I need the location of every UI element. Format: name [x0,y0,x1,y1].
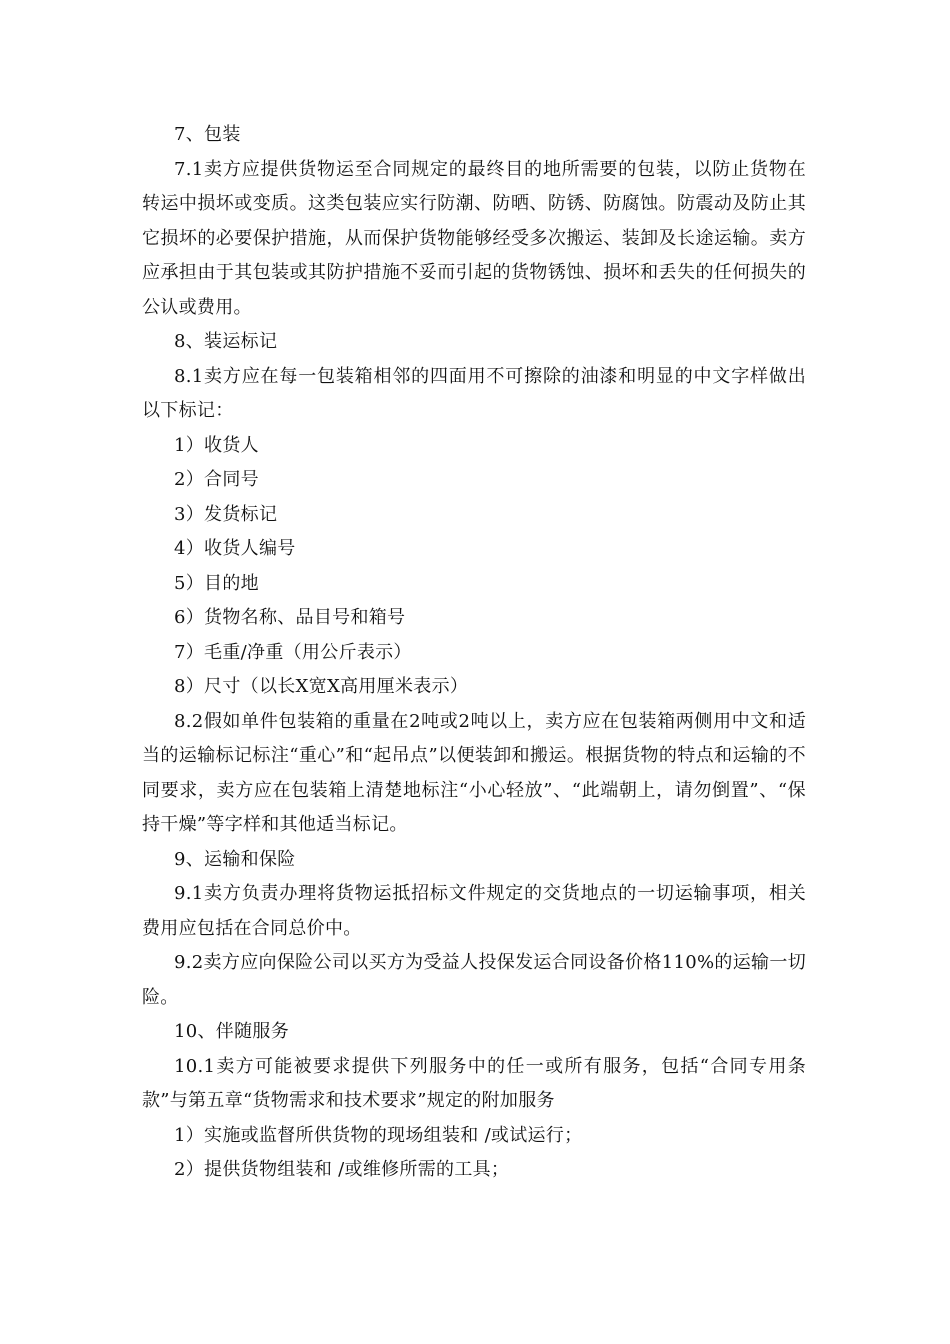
list-item-tools: 2）提供货物组装和 /或维修所需的工具； [174,1159,510,1180]
list-item-destination: 5）目的地 [174,572,259,594]
list-item-consignee-code: 4）收货人编号 [174,538,296,559]
section-heading-transport-insurance: 9、运输和保险 [174,848,296,870]
list-item-shipping-mark: 3）发货标记 [174,503,278,525]
section-heading-incidental-services: 10、伴随服务 [174,1021,290,1042]
list-item-weight: 7）毛重/净重（用公斤表示） [174,641,412,663]
section-heading-packaging: 7、包装 [174,124,241,145]
clause-9-1: 9.1卖方负责办理将货物运抵招标文件规定的交货地点的一切运输事项，相关费用应包括在合同总价中。 [142,883,806,939]
list-item-goods-name: 6）货物名称、品目号和箱号 [174,607,406,628]
list-item-installation: 1）实施或监督所供货物的现场组装和 /或试运行； [174,1124,583,1146]
clause-10-1: 10.1卖方可能被要求提供下列服务中的任一或所有服务，包括“合同专用条款”与第五章“货物需求和技术要求”规定的附加服务 [142,1055,806,1111]
section-heading-shipping-marks: 8、装运标记 [174,331,278,352]
clause-9-2: 9.2卖方应向保险公司以买方为受益人投保发运合同设备价格110%的运输一切险。 [142,952,806,1008]
clause-8-2: 8.2假如单件包装箱的重量在2吨或2吨以上，卖方应在包装箱两侧用中文和适当的运输标记标注“重心”和“起吊点”以便装卸和搬运。根据货物的特点和运输的不同要求，卖方应在包装箱上清楚地标注“小心轻放”、“此端朝上，请勿倒置”、“保持干燥”等字样和其他适当标记。 [142,710,806,835]
document-body [142,118,806,1188]
clause-8-1: 8.1卖方应在每一包装箱相邻的四面用不可擦除的油漆和明显的中文字样做出以下标记： [142,365,806,421]
list-item-consignee: 1）收货人 [174,434,259,456]
list-item-contract-number: 2）合同号 [174,469,259,490]
list-item-dimensions: 8）尺寸（以长X宽X高用厘米表示） [174,676,469,697]
clause-7-1: 7.1卖方应提供货物运至合同规定的最终目的地所需要的包装，以防止货物在转运中损坏或变质。这类包装应实行防潮、防晒、防锈、防腐蚀。防震动及防止其它损坏的必要保护措施，从而保护货物能够经受多次搬运、装卸及长途运输。卖方应承担由于其包装或其防护措施不妥而引起的货物锈蚀、损坏和丢失的任何损失的公认或费用。 [142,158,806,318]
